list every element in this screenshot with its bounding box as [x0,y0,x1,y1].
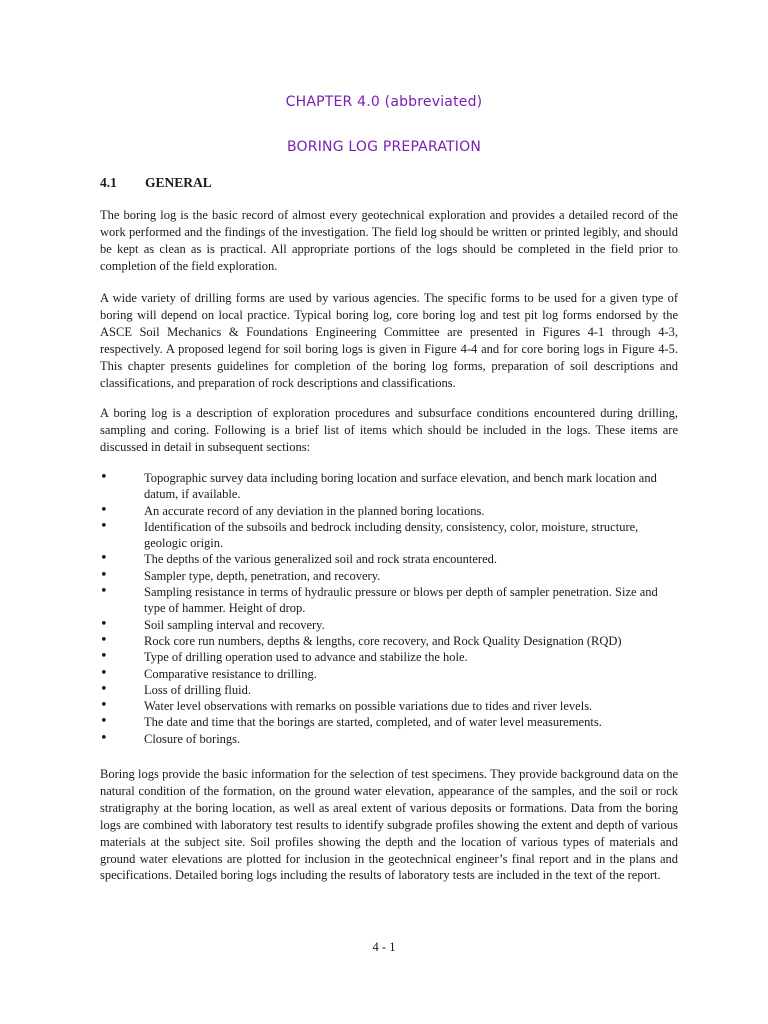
bullet-icon: • [100,665,108,681]
chapter-title: CHAPTER 4.0 (abbreviated) [285,94,483,110]
list-item: • An accurate record of any deviation in the planned boring locations. [100,502,485,518]
bullet-icon: • [100,649,108,665]
list-item: • Closure of borings. [100,730,241,746]
bullet-icon: • [100,502,108,518]
page-number: 4 - 1 [372,940,396,954]
list-item: • Topographic survey data including boring location and surface elevation, and bench mark location and datum, if available. [100,470,657,502]
bullet-icon: • [100,632,108,648]
list-item: • Soil sampling interval and recovery. [100,616,325,632]
list-item: • Rock core run numbers, depths & lengths, core recovery, and Rock Quality Designation (RQD) [100,632,622,648]
paragraph-closing: Boring logs provide the basic information for the selection of test specimens. They provide background data on the natural condition of the formation, on the ground water elevation, appearance of the samples, and the soil or rock stratigraphy at the boring location, as well as areal extent of various deposits or formations. Data from the boring logs are combined with laboratory test results to identify subgrade profiles showing the extent and depth of various materials at the subject site. Soil profiles showing the depth and the location of various types of materials and ground water elevations are plotted for inclusion in the geotechnical engineer’s final report and in the plans and specifications. Detailed boring logs including the results of laboratory tests are included in the text of the report. [100,767,678,883]
list-item: • Comparative resistance to drilling. [100,665,317,681]
paragraph-drilling-forms: A wide variety of drilling forms are used by various agencies. The specific forms to be used for a given type of boring will depend on local practice. Typical boring log, core boring log and test pit log forms endorsed by the ASCE Soil Mechanics & Foundations Engineering Committee are presented in Figures 4-1 through 4-3, respectively. A proposed legend for soil boring logs is given in Figure 4-4 and for core boring logs in Figure 4-5. This chapter presents guidelines for completion of the boring log forms, preparation of soil descriptions and classifications, and preparation of rock descriptions and classifications. [100,291,678,390]
section-title: BORING LOG PREPARATION [287,139,481,155]
list-item: • Type of drilling operation used to advance and stabilize the hole. [100,649,468,665]
bullet-icon: • [100,584,108,600]
bullet-list [100,470,680,747]
bullet-icon: • [100,698,108,714]
paragraph-boring-log-description: A boring log is a description of exploration procedures and subsurface conditions encountered during drilling, sampling and coring. Following is a brief list of items which should be included in the logs. These items are discussed in detail in subsequent sections: [100,406,678,454]
bullet-icon: • [100,551,108,567]
bullet-icon: • [100,616,108,632]
bullet-icon: • [100,714,108,730]
list-item: • Loss of drilling fluid. [100,681,251,697]
bullet-icon: • [100,470,108,485]
subsection-heading [100,175,212,191]
bullet-icon: • [100,567,108,583]
bullet-icon: • [100,681,108,697]
list-item: • Sampler type, depth, penetration, and recovery. [100,567,381,583]
list-item: • Identification of the subsoils and bedrock including density, consistency, color, moisture, structure, geologic origin. [100,518,639,551]
paragraph-intro: The boring log is the basic record of almost every geotechnical exploration and provides a detailed record of the work performed and the findings of the investigation. The field log should be written or printed legibly, and should be kept as clean as is practical. All appropriate portions of the logs should be completed in the field prior to completion of the field exploration. [100,208,678,273]
list-item: • Sampling resistance in terms of hydraulic pressure or blows per depth of sampler penetration. Size and type of hammer. Height of drop. [100,584,658,616]
list-item: • The date and time that the borings are started, completed, and of water level measurements. [100,714,602,730]
list-item: • Water level observations with remarks on possible variations due to tides and river levels. [100,698,593,714]
bullet-icon: • [100,518,108,534]
subsection-number: 4.1 [100,175,117,190]
bullet-icon: • [100,730,108,746]
list-item: • The depths of the various generalized soil and rock strata encountered. [100,551,497,567]
subsection-title: GENERAL [145,175,212,190]
